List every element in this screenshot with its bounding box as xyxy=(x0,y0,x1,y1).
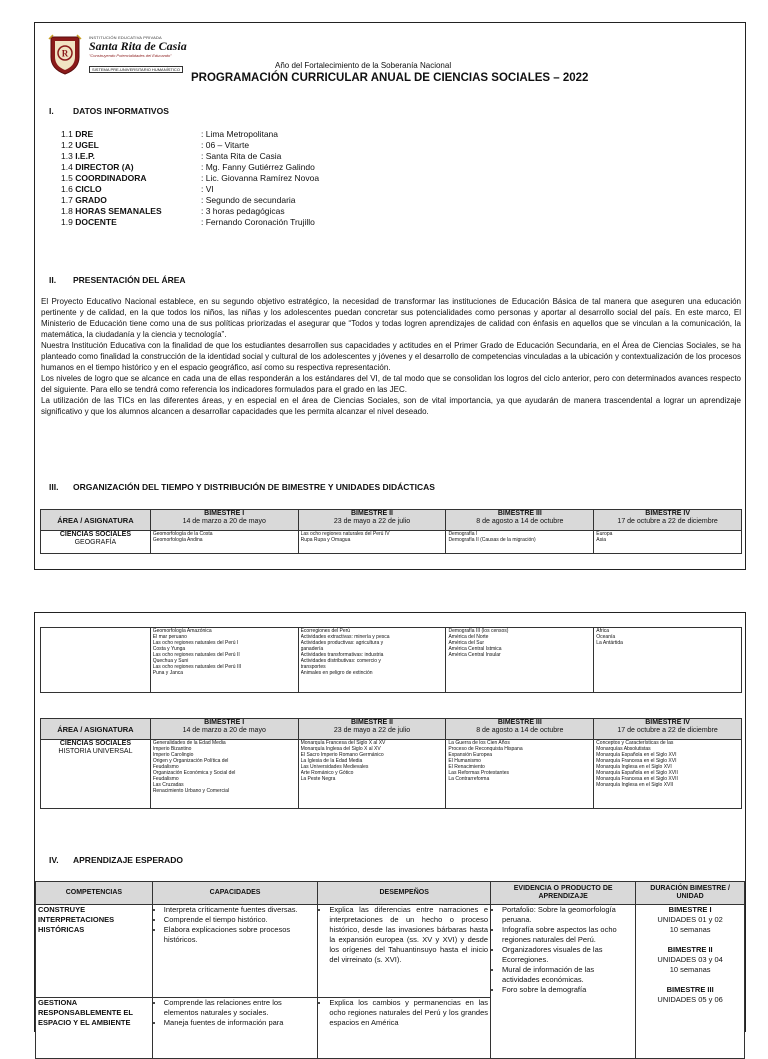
table-row xyxy=(41,628,742,693)
section-number: III. xyxy=(49,482,59,492)
datos-row: 1.9 DOCENTE : Fernando Coronación Trujillo xyxy=(61,217,315,227)
logo-school-name: Santa Rita de Casia xyxy=(89,39,187,53)
header-bimestre-1: BIMESTRE I 14 de marzo a 20 de mayo xyxy=(150,719,298,740)
logo-slogan: "Construyendo Potencialidades del Educando" xyxy=(89,53,172,58)
paragraph: Nuestra Institución Educativa con la finalidad de que los estudiantes desarrollen sus capacidades y actitudes en el Primer Grado de Educación Secundaria, en el Área de Ciencias Sociales, se ha planteado como finalidad la construcción de la identidad social y cultural de los adolescentes y jóvenes y el desarrollo de competencias vinculadas a la ubicación y contextualización de los procesos humanos en el tiempo histórico y en el espacio geográfico, así como su respectiva representación. xyxy=(41,341,741,372)
header-bimestre-4: BIMESTRE IV 17 de octubre a 22 de diciembre xyxy=(594,719,742,740)
table-header-row xyxy=(41,510,742,531)
header-bimestre-1: BIMESTRE I 14 de marzo a 20 de mayo xyxy=(150,510,298,531)
header-area: ÁREA / ASIGNATURA xyxy=(41,719,151,740)
content-cell: Ecorregiones del Perú Actividades extractivas: minería y pesca Actividades productivas: agricultura y ganadería Actividades transformativas: industria Actividades distributivas: comercio y transportes Animales en peligro de extinción xyxy=(298,628,446,693)
header-bimestre-2: BIMESTRE II 23 de mayo a 22 de julio xyxy=(298,719,446,740)
header-bimestre-2: BIMESTRE II 23 de mayo a 22 de julio xyxy=(298,510,446,531)
duracion-cell: BIMESTRE I UNIDADES 01 y 02 10 semanas BIMESTRE II UNIDADES 03 y 04 10 semanas BIMESTRE III UNIDADES 05 y 06 xyxy=(636,905,745,1059)
datos-row: 1.1 DRE : Lima Metropolitana xyxy=(61,129,279,139)
list-item: • Explica los cambios y permanencias en las ocho regiones naturales del Perú y los grandes espacios en América xyxy=(329,998,488,1028)
content-cell: Europa Asia xyxy=(594,531,742,554)
area-name-cell xyxy=(41,628,151,693)
paragraph: El Proyecto Educativo Nacional establece, en su segundo objetivo estratégico, la necesidad de transformar las instituciones de Educación Básica de tal manera que aseguren una educación pertinente y de calidad, en la que todos los niños, las niñas y los adolescentes puedan concretar sus potencialidades como personas y aportar al desarrollo social del país. En este marco, El Ministerio de Educación tiene como una de sus políticas priorizadas el asegurar que “Todos y todas logren aprendizajes de calidad con énfasis en aquellos que se vinculan a la comunicación, la matemática, la ciudadanía y la ciencia y tecnología”. xyxy=(41,297,741,339)
table-row xyxy=(36,905,745,998)
desempeno-cell xyxy=(318,905,491,998)
content-cell: La Guerra de los Cien Años Proceso de Reconquista Hispana Expansión Europea El Humanismo El Renacimiento Las Reformas Protestantes La Contrarreforma xyxy=(446,740,594,809)
evidencia-cell xyxy=(491,905,636,1059)
logo-small-text: INSTITUCIÓN EDUCATIVA PRIVADA xyxy=(89,35,162,40)
content-cell: Demografía I Demografía II (Causas de la migración) xyxy=(446,531,594,554)
section-title: DATOS INFORMATIVOS xyxy=(73,106,169,116)
list-item: • Interpreta críticamente fuentes diversas. xyxy=(164,905,316,915)
section-heading-2 xyxy=(49,275,186,285)
bimestre-table-historia xyxy=(40,718,742,809)
content-cell: Conceptos y Características de las Monarquías Absolutistas Monarquía Española en el Siglo XVI Monarquía Francesa en el Siglo XVI Monarquía Inglesa en el Siglo XVI Monarquía Española en el Siglo XVII Monarquía Francesa en el Siglo XVII Monarquía Inglesa en el Siglo XVII xyxy=(594,740,742,809)
desempeno-cell xyxy=(318,998,491,1059)
section-title: APRENDIZAJE ESPERADO xyxy=(73,855,184,865)
section-heading-4 xyxy=(49,855,183,865)
section-title: ORGANIZACIÓN DEL TIEMPO Y DISTRIBUCIÓN DE BIMESTRE Y UNIDADES DIDÁCTICAS xyxy=(73,482,435,492)
header-duracion: DURACIÓN BIMESTRE / UNIDAD xyxy=(636,882,745,905)
svg-text:R: R xyxy=(61,48,69,59)
area-name-cell: CIENCIAS SOCIALES GEOGRAFÍA xyxy=(41,531,151,554)
section-number: I. xyxy=(49,106,54,116)
list-item: • Mural de información de las actividades económicas. xyxy=(502,965,633,985)
geografia-continuation-table xyxy=(40,627,742,693)
content-cell: Las ocho regiones naturales del Perú IV Rupa Rupa y Omagua xyxy=(298,531,446,554)
list-item: • Comprende el tiempo histórico. xyxy=(164,915,316,925)
table-row xyxy=(41,531,742,554)
competencia-cell: CONSTRUYE INTERPRETACIONES HISTÓRICAS xyxy=(36,905,153,998)
datos-row: 1.3 I.E.P. : Santa Rita de Casia xyxy=(61,151,282,161)
datos-row: 1.7 GRADO : Segundo de secundaria xyxy=(61,195,296,205)
capacidades-cell xyxy=(152,998,318,1059)
table-row xyxy=(41,740,742,809)
header-competencias: COMPETENCIAS xyxy=(36,882,153,905)
header-desempenos: DESEMPEÑOS xyxy=(318,882,491,905)
paragraph: Los niveles de logro que se alcance en cada una de ellas responderán a los estándares del VI, de tal modo que se consolidan los logros del ciclo anterior, pero con determinados avances respecto del siguiente. Para ello se tendrá como referencia los indicadores formulados para el grado en las JEC. xyxy=(41,374,741,394)
datos-row: 1.6 CICLO : VI xyxy=(61,184,214,194)
document-title: PROGRAMACIÓN CURRICULAR ANUAL DE CIENCIAS SOCIALES – 2022 xyxy=(191,72,589,84)
header-bimestre-3: BIMESTRE III 8 de agosto a 14 de octubre xyxy=(446,510,594,531)
content-cell: Generalidades de la Edad Media Imperio Bizantino Imperio Carolingio Origen y Organización Política del Feudalismo Organización Económica y Social del Feudalismo Las Cruzadas Renacimiento Urbano y Comercial xyxy=(150,740,298,809)
document-page-1 xyxy=(34,22,746,570)
list-item: • Infografía sobre aspectos las ocho regiones naturales del Perú. xyxy=(502,925,633,945)
list-item: • Explica las diferencias entre narraciones e interpretaciones de un hecho o proceso histórico, desde las invasiones bárbaras hasta la expansión europea (ss. XV y XVI) y desde los orígenes del Tahuantinsuyo hasta el inicio del virreinato (s. XVI). xyxy=(329,905,488,965)
header-bimestre-4: BIMESTRE IV 17 de octubre a 22 de diciembre xyxy=(594,510,742,531)
list-item: • Elabora explicaciones sobre procesos históricos. xyxy=(164,925,316,945)
list-item: • Organizadores visuales de las Ecorregiones. xyxy=(502,945,633,965)
list-item: • Foro sobre la demografía xyxy=(502,985,633,995)
document-page-2 xyxy=(34,612,746,1032)
header-bimestre-3: BIMESTRE III 8 de agosto a 14 de octubre xyxy=(446,719,594,740)
section-heading-1 xyxy=(49,106,169,116)
datos-row: 1.4 DIRECTOR (A) : Mg. Fanny Gutiérrez Galindo xyxy=(61,162,315,172)
section-heading-3 xyxy=(49,482,435,492)
school-logo xyxy=(47,33,207,75)
content-cell: Demografía III (los censos) América del Norte América del Sur América Central Ístmica América Central Insular xyxy=(446,628,594,693)
table-header-row xyxy=(36,882,745,905)
content-cell: Geomorfología Amazónica El mar peruano Las ocho regiones naturales del Perú I Costa y Yunga Las ocho regiones naturales del Perú II Quechua y Suni Las ocho regiones naturales del Perú III Puna y Janca xyxy=(150,628,298,693)
list-item: • Comprende las relaciones entre los elementos naturales y sociales. xyxy=(164,998,316,1018)
paragraph: La utilización de las TICs en las diferentes áreas, y en especial en el área de Ciencias Sociales, son de vital importancia, ya que ayudarán de manera trascendental a lograr un aprendizaje significativo y que los alumnos alcancen a desarrollar capacidades que les permita alcanzar el nivel deseado. xyxy=(41,396,741,416)
presentacion-text xyxy=(41,296,741,417)
datos-informativos-list xyxy=(61,129,319,228)
content-cell: Monarquía Francesa del Siglo X al XV Monarquía Inglesa del Siglo X al XV El Sacro Imperio Romano Germánico La Iglesia de la Edad Media Las Universidades Medievales Arte Románico y Gótico La Peste Negra xyxy=(298,740,446,809)
header-evidencia: EVIDENCIA O PRODUCTO DE APRENDIZAJE xyxy=(491,882,636,905)
header-capacidades: CAPACIDADES xyxy=(152,882,318,905)
logo-box-text: SISTEMA PRE-UNIVERSITARIO HUMANÍSTICO xyxy=(89,66,183,73)
content-cell: África Oceanía La Antártida xyxy=(594,628,742,693)
year-motto: Año del Fortalecimiento de la Soberanía Nacional xyxy=(275,61,452,70)
datos-row: 1.5 COORDINADORA : Lic. Giovanna Ramírez Novoa xyxy=(61,173,320,183)
section-title: PRESENTACIÓN DEL ÁREA xyxy=(73,275,186,285)
school-crest-icon xyxy=(47,33,83,75)
datos-row: 1.2 UGEL : 06 – Vitarte xyxy=(61,140,250,150)
content-cell: Geomorfología de la Costa Geomorfología Andina xyxy=(150,531,298,554)
aprendizaje-esperado-table xyxy=(35,881,745,1059)
section-number: II. xyxy=(49,275,57,285)
area-name-cell: CIENCIAS SOCIALES HISTORIA UNIVERSAL xyxy=(41,740,151,809)
section-number: IV. xyxy=(49,855,59,865)
capacidades-cell xyxy=(152,905,318,998)
list-item: • Portafolio: Sobre la geomorfología peruana. xyxy=(502,905,633,925)
competencia-cell: GESTIONA RESPONSABLEMENTE EL ESPACIO Y EL AMBIENTE xyxy=(36,998,153,1059)
datos-row: 1.8 HORAS SEMANALES : 3 horas pedagógicas xyxy=(61,206,285,216)
bimestre-table-geografia xyxy=(40,509,742,554)
header-area: ÁREA / ASIGNATURA xyxy=(41,510,151,531)
table-header-row xyxy=(41,719,742,740)
list-item: • Maneja fuentes de información para xyxy=(164,1018,316,1028)
